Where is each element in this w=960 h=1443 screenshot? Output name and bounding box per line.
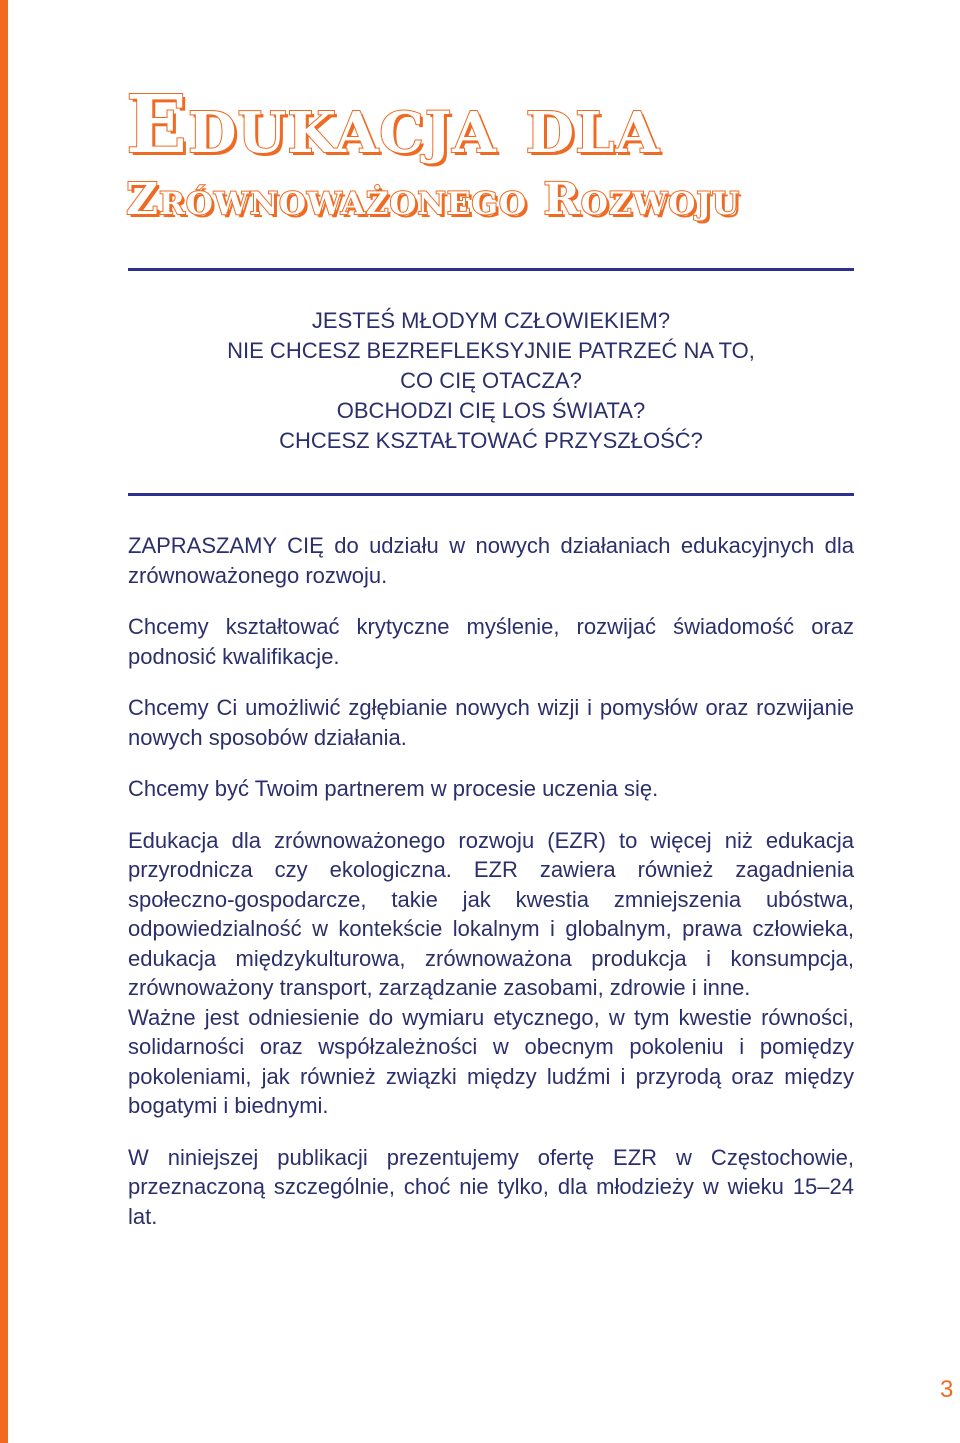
question-line: OBCHODZI CIĘ LOS ŚWIATA? (336, 398, 646, 423)
question-line: CO CIĘ OTACZA? (400, 368, 582, 393)
question-block (128, 306, 854, 456)
paragraph-publication: W niniejszej publikacji prezentujemy ofertę EZR w Częstochowie, przeznaczoną szczególnie, choć nie tylko, dla młodzieży w wieku 15–24 lat. (128, 1144, 854, 1229)
title-line-1: Edukacja dla (126, 77, 660, 171)
paragraph-ethics: Ważne jest odniesienie do wymiaru etycznego, w tym kwestie równości, solidarności oraz współzależności w obecnym pokoleniu i pomiędzy pokoleniami, jak również związki między ludźmi i przyrodą oraz między bogatymi i biednymi. (128, 1004, 854, 1118)
page-title (126, 78, 866, 230)
paragraph-invitation: ZAPRASZAMY CIĘ do udziału w nowych działaniach edukacyjnych dla zrównoważonego rozwoju. (128, 533, 854, 588)
question-line: NIE CHCESZ BEZREFLEKSYJNIE PATRZEĆ NA TO, (227, 338, 755, 363)
paragraph-ezr-definition: Edukacja dla zrównoważonego rozwoju (EZR) to więcej niż edukacja przyrodnicza czy ekologiczna. EZR zawiera również zagadnienia społeczno-gospodarcze, takie jak kwestia zmniejszenia ubóstwa, odpowiedzialność w kontekście lokalnym i globalnym, prawa człowieka, edukacja międzykulturowa, zrównoważona produkcja i konsumpcja, zrównoważony transport, zarządzanie zasobami, zdrowie i inne. (128, 827, 854, 1000)
question-line: JESTEŚ MŁODYM CZŁOWIEKIEM? (311, 308, 671, 333)
body-text (128, 531, 854, 1253)
divider-bottom (128, 493, 854, 496)
left-edge-bar (0, 0, 8, 1443)
paragraph-new-ideas: Chcemy Ci umożliwić zgłębianie nowych wizji i pomysłów oraz rozwijanie nowych sposobów działania. (128, 695, 854, 750)
divider-top (128, 268, 854, 271)
paragraph-critical-thinking: Chcemy kształtować krytyczne myślenie, rozwijać świadomość oraz podnosić kwalifikacje. (128, 614, 854, 669)
page-number: 3 (940, 1376, 954, 1403)
question-line: CHCESZ KSZTAŁTOWAĆ PRZYSZŁOŚĆ? (279, 428, 703, 453)
paragraph-partner: Chcemy być Twoim partnerem w procesie uczenia się. (128, 776, 659, 801)
title-line-2: Zrównoważonego Rozwoju (126, 174, 741, 225)
